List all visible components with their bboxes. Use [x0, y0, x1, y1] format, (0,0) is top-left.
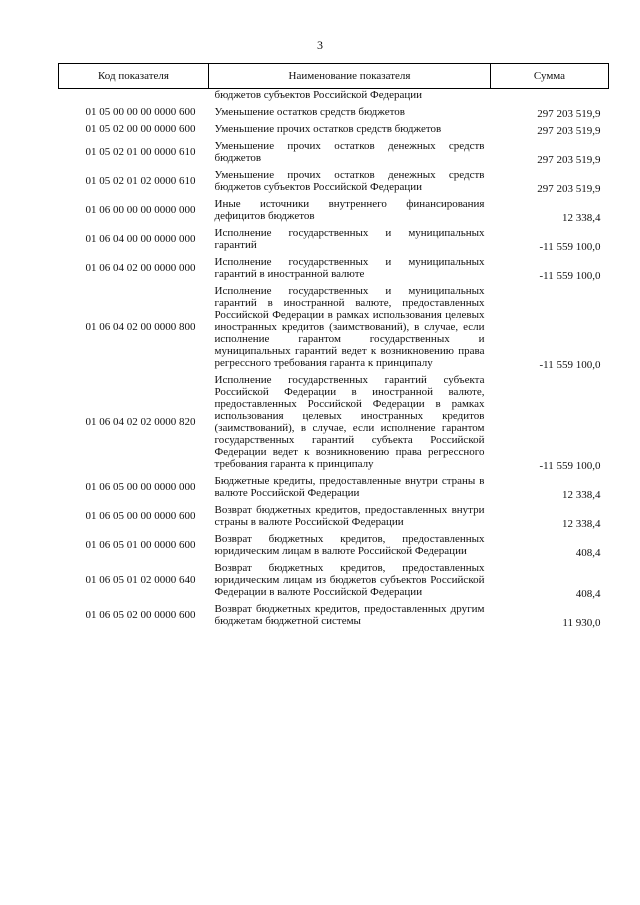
- row-name: Возврат бюджетных кредитов, предоставленных юридическим лицам из бюджетов субъектов Российской Федерации в валюте Российской Федерации: [214, 562, 485, 598]
- row-name: Уменьшение прочих остатков денежных средств бюджетов: [214, 140, 485, 164]
- table-row: [59, 225, 609, 254]
- row-code: 01 06 04 02 00 0000 800: [85, 321, 196, 333]
- table-row: [59, 104, 609, 121]
- row-code: 01 06 04 02 02 0000 820: [85, 416, 196, 428]
- row-name: Возврат бюджетных кредитов, предоставленных другим бюджетам бюджетной системы: [214, 603, 485, 627]
- table-row: [59, 196, 609, 225]
- table-header-row: [59, 64, 609, 89]
- table-row: [59, 121, 609, 138]
- row-sum: 408,4: [575, 547, 601, 559]
- row-code: 01 06 05 00 00 0000 600: [85, 510, 196, 522]
- row-code: [59, 89, 209, 105]
- table-row: [59, 601, 609, 630]
- table-body: [59, 89, 609, 631]
- row-sum: 408,4: [575, 588, 601, 600]
- row-code: 01 06 05 01 00 0000 600: [85, 539, 196, 551]
- row-name: Уменьшение прочих остатков денежных средств бюджетов субъектов Российской Федерации: [214, 169, 485, 193]
- row-name: Уменьшение остатков средств бюджетов: [214, 106, 405, 118]
- row-name: Уменьшение прочих остатков средств бюджетов: [214, 123, 442, 135]
- table-row: [59, 138, 609, 167]
- row-sum: -11 559 100,0: [539, 460, 601, 472]
- table-row: [59, 283, 609, 372]
- row-sum: 297 203 519,9: [537, 108, 601, 120]
- header-code: Код показателя: [59, 64, 209, 89]
- table-row: [59, 254, 609, 283]
- row-sum: -11 559 100,0: [539, 241, 601, 253]
- row-code: 01 06 05 00 00 0000 000: [85, 481, 196, 493]
- row-sum: 12 338,4: [562, 518, 601, 530]
- table-row: [59, 531, 609, 560]
- header-name: Наименование показателя: [209, 64, 491, 89]
- budget-sources-table: [58, 63, 609, 630]
- row-code: 01 05 00 00 00 0000 600: [85, 106, 196, 118]
- row-code: 01 06 00 00 00 0000 000: [85, 204, 196, 216]
- row-code: 01 06 05 02 00 0000 600: [85, 609, 196, 621]
- row-name: бюджетов субъектов Российской Федерации: [214, 89, 422, 101]
- row-name: Исполнение государственных и муниципальных гарантий в иностранной валюте, предоставленных Российской Федерации в рамках использования целевых иностранных кредитов (заимствований), в случае, если исполнение гарантом государственных и муниципальных гарантий ведет к возникновению права регрессного требования гаранта к принципалу: [214, 285, 485, 369]
- table-row: [59, 473, 609, 502]
- row-sum: -11 559 100,0: [539, 270, 601, 282]
- table-row: [59, 560, 609, 601]
- row-sum: 12 338,4: [562, 489, 601, 501]
- row-name: Исполнение государственных и муниципальных гарантий в иностранной валюте: [214, 256, 485, 280]
- row-sum: 12 338,4: [562, 212, 601, 224]
- row-code: 01 05 02 01 02 0000 610: [85, 175, 196, 187]
- table-row: [59, 372, 609, 473]
- page-number: 3: [317, 38, 323, 52]
- row-sum: 297 203 519,9: [537, 125, 601, 137]
- row-name: Исполнение государственных и муниципальных гарантий: [214, 227, 485, 251]
- row-name: Возврат бюджетных кредитов, предоставленных внутри страны в валюте Российской Федерации: [214, 504, 485, 528]
- header-sum: Сумма: [491, 64, 609, 89]
- table-row: [59, 502, 609, 531]
- row-code: 01 05 02 00 00 0000 600: [85, 123, 196, 135]
- row-code: 01 05 02 01 00 0000 610: [85, 146, 196, 158]
- row-code: 01 06 04 00 00 0000 000: [85, 233, 196, 245]
- row-name: Исполнение государственных гарантий субъекта Российской Федерации в иностранной валюте, предоставленных Российской Федерации в рамках использования целевых иностранных кредитов (заимствований), в случае, если исполнение гарантом государственных гарантий субъекта Российской Федерации ведет к возникновению права регрессного требования гаранта к принципалу: [214, 374, 485, 470]
- row-sum: [491, 89, 609, 105]
- row-name: Возврат бюджетных кредитов, предоставленных юридическим лицам в валюте Российской Федерации: [214, 533, 485, 557]
- row-code: 01 06 04 02 00 0000 000: [85, 262, 196, 274]
- row-sum: 297 203 519,9: [537, 183, 601, 195]
- row-sum: -11 559 100,0: [539, 359, 601, 371]
- row-name: Бюджетные кредиты, предоставленные внутри страны в валюте Российской Федерации: [214, 475, 485, 499]
- row-sum: 297 203 519,9: [537, 154, 601, 166]
- row-name: Иные источники внутреннего финансирования дефицитов бюджетов: [214, 198, 485, 222]
- row-sum: 11 930,0: [562, 617, 601, 629]
- table-row: [59, 167, 609, 196]
- row-code: 01 06 05 01 02 0000 640: [85, 574, 196, 586]
- table-row: [59, 89, 609, 105]
